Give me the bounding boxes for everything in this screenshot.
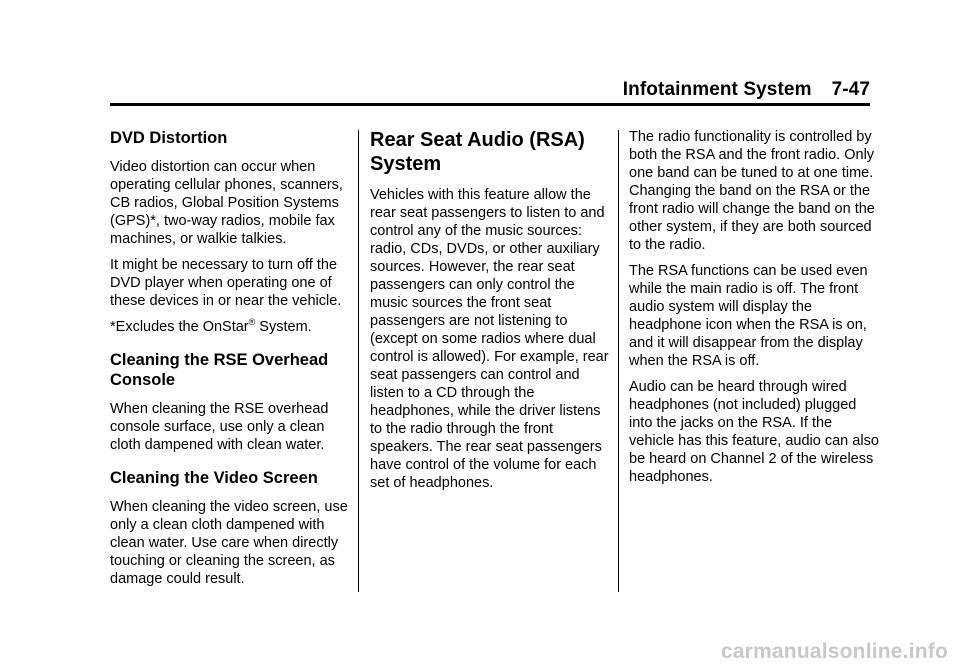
paragraph: Video distortion can occur when operating cellular phones, scanners, CB radios, Global Position Systems (GPS)*, two-way radios, mobile fax machines, or walkie talkies. (110, 159, 343, 247)
paragraph: Vehicles with this feature allow the rear seat passengers to listen to and control any of the music sources: radio, CDs, DVDs, or other auxiliary sources. However, the rear seat passengers can only control the music sources the front seat passengers are not listening to (except on some radios where dual control is allowed). For example, rear seat passengers can control and listen to a CD through the headphones, while the driver listens to the radio through the front speakers. The rear seat passengers have control of the volume for each set of headphones. (370, 187, 609, 491)
watermark: carmanualsonline.info (720, 640, 948, 663)
paragraph: Audio can be heard through wired headphones (not included) plugged into the jacks on the RSA. If the vehicle has this feature, audio can also be heard on Channel 2 of the wireless headphones. (629, 379, 879, 485)
header-rule (110, 103, 870, 106)
column-divider-2 (618, 130, 619, 592)
page-header (110, 79, 870, 101)
paragraph: It might be necessary to turn off the DVD player when operating one of these devices in or near the vehicle. (110, 257, 342, 309)
heading-dvd-distortion: DVD Distortion (110, 129, 228, 147)
footnote-text: *Excludes the OnStar (110, 319, 249, 335)
column-3 (629, 128, 879, 494)
page-number: 7-47 (831, 79, 870, 100)
paragraph: When cleaning the RSE overhead console surface, use only a clean cloth dampened with clean water. (110, 401, 329, 453)
paragraph: When cleaning the video screen, use only a clean cloth dampened with clean water. Use care when directly touching or cleaning the screen, as damage could result. (110, 499, 348, 587)
registered-mark: ® (248, 317, 256, 328)
section-title: Infotainment System (622, 79, 812, 100)
column-2 (370, 128, 616, 500)
footnote-text-end: System. (255, 319, 312, 335)
paragraph: The radio functionality is controlled by both the RSA and the front radio. Only one band can be tuned to at one time. Changing the band on the RSA or the front radio will change the band on the other system, if they are both sourced to the radio. (629, 129, 875, 253)
paragraph: The RSA functions can be used even while the main radio is off. The front audio system will display the headphone icon when the RSA is on, and it will disappear from the display when the RSA is off. (629, 263, 868, 369)
footnote (110, 318, 356, 336)
heading-rsa: Rear Seat Audio (RSA) System (370, 129, 585, 175)
column-1 (110, 128, 356, 596)
heading-cleaning-console: Cleaning the RSE Overhead Console (110, 351, 329, 389)
heading-cleaning-screen: Cleaning the Video Screen (110, 469, 318, 487)
column-divider-1 (358, 130, 359, 592)
